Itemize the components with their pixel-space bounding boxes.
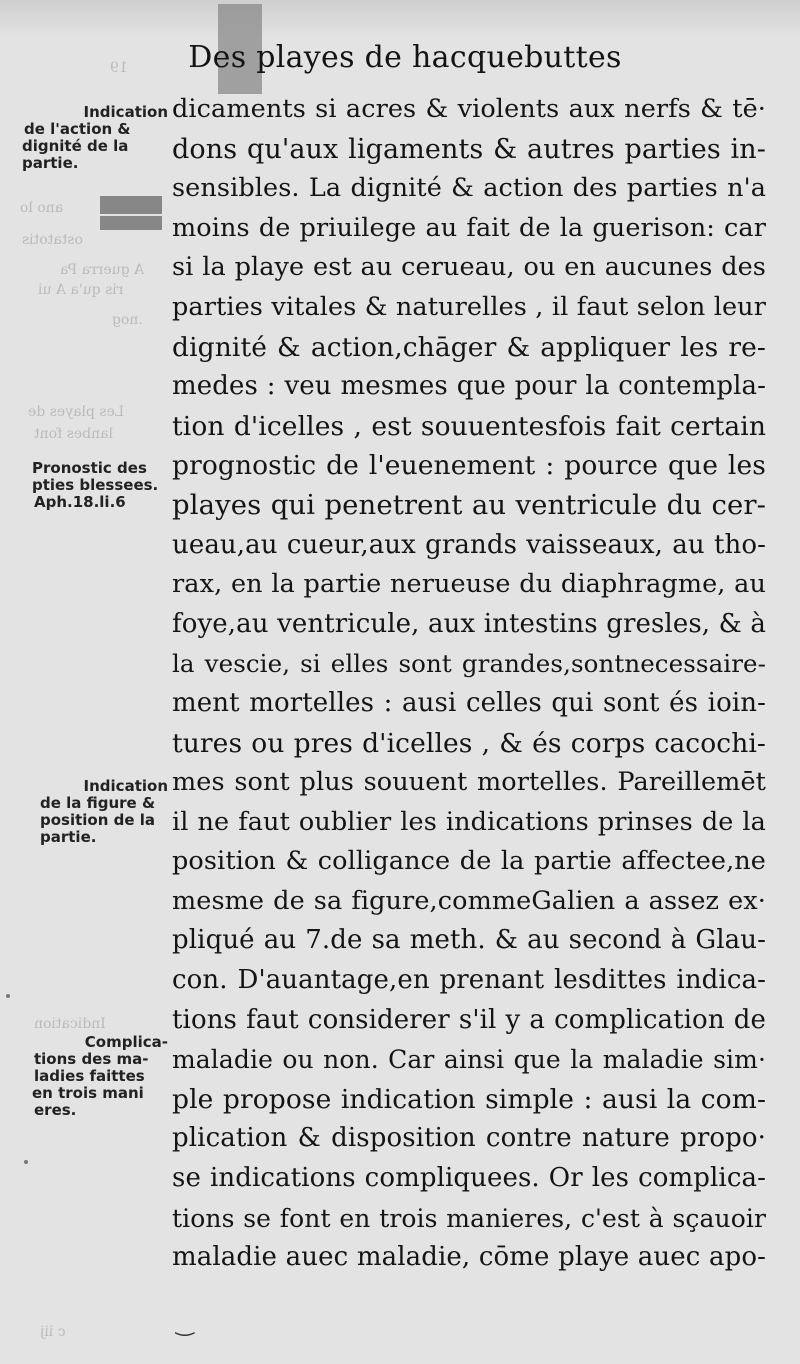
margin-gloss-figure xyxy=(18,778,168,846)
text-line: ment mortelles : ausi celles qui sont és ioin- xyxy=(172,687,766,718)
text-line: si la playe est au cerueau, ou en aucunes des xyxy=(172,252,766,283)
show-through-block xyxy=(100,196,162,214)
gloss-line: Indication xyxy=(83,777,168,795)
text-line: tions se font en trois manieres, c'est à sçauoir xyxy=(172,1203,766,1233)
gloss-line: ladies faittes xyxy=(34,1067,145,1085)
text-line: plication & disposition contre nature propo· xyxy=(172,1123,766,1154)
gloss-line: partie. xyxy=(40,828,97,846)
page-top-shadow xyxy=(0,0,800,38)
text-line: dons qu'aux ligaments & autres parties in- xyxy=(172,133,766,165)
ink-speck xyxy=(24,1160,28,1164)
text-line: mesme de sa figure,commeGalien a assez ex· xyxy=(172,885,766,916)
text-line: moins de priuilege au fait de la guerison: car xyxy=(172,212,766,243)
text-line: foye,au ventricule, aux intestins gresles, & à xyxy=(172,608,766,639)
gloss-line: tions des ma- xyxy=(34,1050,149,1068)
text-line: sensibles. La dignité & action des parties n'a xyxy=(172,173,766,204)
text-line: pliqué au 7.de sa meth. & au second à Glau- xyxy=(172,925,766,956)
main-text-block xyxy=(172,90,766,1278)
text-line: ple propose indication simple : ausi la com- xyxy=(172,1083,766,1115)
text-line: parties vitales & naturelles , il faut selon leur xyxy=(172,291,766,322)
text-line: maladie auec maladie, cōme playe auec apo- xyxy=(172,1242,766,1273)
gloss-line: position de la xyxy=(40,811,156,829)
gloss-line: Complica- xyxy=(84,1033,168,1051)
text-line: tion d'icelles , est souuentesfois fait certain xyxy=(172,410,766,442)
gloss-line: Aph.18.li.6 xyxy=(34,493,126,511)
gloss-line: Pronostic des xyxy=(32,459,147,477)
running-header xyxy=(0,40,800,75)
text-line: position & colligance de la partie affectee,ne xyxy=(172,846,766,877)
show-through-ghost: lanbes font xyxy=(34,426,113,442)
header-title: es playes de hacquebuttes xyxy=(212,40,622,75)
catchword-mark: ‿ xyxy=(176,1312,194,1337)
header-initial: D xyxy=(188,40,213,75)
gloss-line: pties blessees. xyxy=(32,476,159,494)
gloss-line: en trois mani xyxy=(32,1084,144,1102)
gloss-line: de l'action & xyxy=(24,120,131,138)
show-through-ghost: .nog xyxy=(112,312,143,328)
gloss-line: eres. xyxy=(34,1101,77,1119)
show-through-ghost: A guerra Pa xyxy=(60,262,145,278)
gloss-line: partie. xyxy=(22,154,79,172)
text-line: mes sont plus souuent mortelles. Pareillemēt xyxy=(172,767,766,798)
show-through-ghost: 19 xyxy=(110,60,128,76)
text-line: ueau,au cueur,aux grands vaisseaux, au tho- xyxy=(172,529,766,560)
text-line: rax, en la partie nerueuse du diaphragme, au xyxy=(172,569,766,600)
text-line: dicaments si acres & violents aux nerfs & tē· xyxy=(172,94,766,124)
show-through-ghost: Indication xyxy=(34,1016,106,1032)
text-line: con. D'auantage,en prenant lesdittes indica- xyxy=(172,965,766,996)
show-through-ghost: c iij xyxy=(40,1324,66,1340)
text-line: il ne faut oublier les indications prinses de la xyxy=(172,806,766,837)
margin-gloss-complications xyxy=(18,1034,168,1119)
ink-speck xyxy=(6,994,10,998)
text-line: dignité & action,chāger & appliquer les re- xyxy=(172,331,766,363)
text-line: se indications compliquees. Or les complica- xyxy=(172,1163,766,1194)
show-through-ghost: Les playes de xyxy=(28,404,125,420)
text-line: prognostic de l'euenement : pource que les xyxy=(172,450,766,482)
gloss-line: de la figure & xyxy=(40,794,156,812)
show-through-ghost: ostatotis xyxy=(22,232,83,248)
show-through-block xyxy=(100,216,162,230)
gloss-line: dignité de la xyxy=(22,137,129,155)
gloss-line: Indication xyxy=(83,103,168,121)
text-line: playes qui penetrent au ventricule du cer- xyxy=(172,488,766,521)
text-line: maladie ou non. Car ainsi que la maladie sim· xyxy=(172,1045,766,1075)
text-line: tions faut considerer s'il y a complication de xyxy=(172,1004,766,1035)
show-through-ghost: ris qu'a A ui xyxy=(38,282,124,298)
margin-gloss-action xyxy=(18,104,168,172)
margin-gloss-pronostic xyxy=(18,460,168,511)
text-line: medes : veu mesmes que pour la contempla- xyxy=(172,371,766,402)
text-line: la vescie, si elles sont grandes,sontnecessaire- xyxy=(172,649,766,679)
show-through-ghost: ano lo xyxy=(20,200,64,216)
text-line: tures ou pres d'icelles , & és corps cacochi- xyxy=(172,727,766,759)
